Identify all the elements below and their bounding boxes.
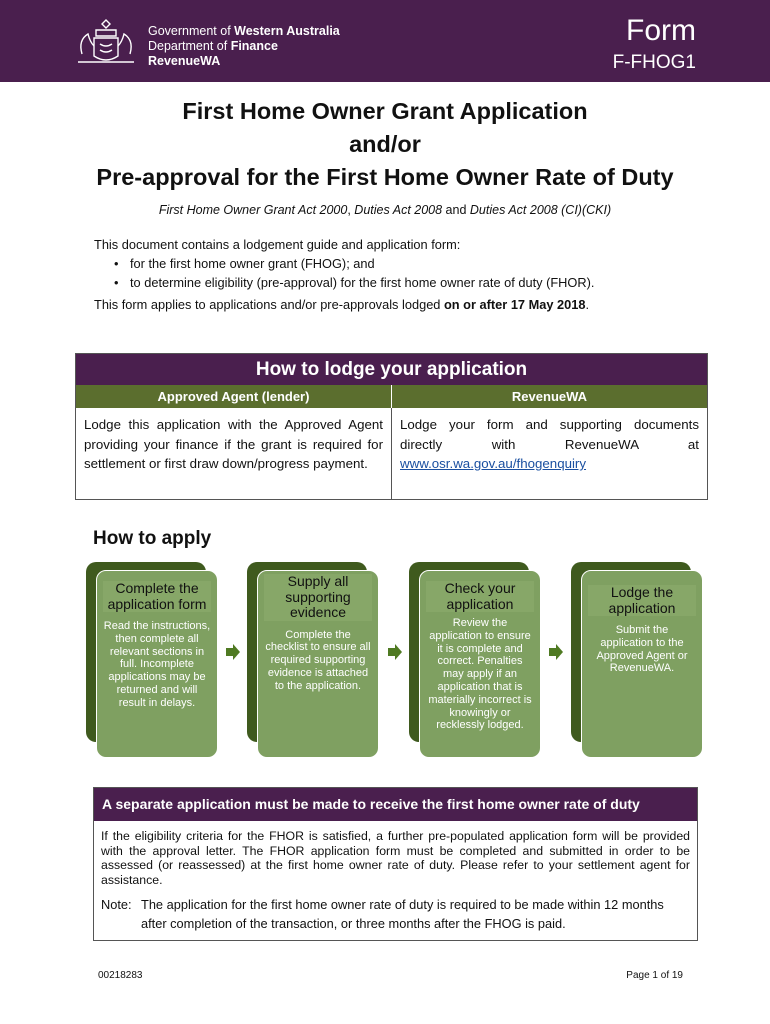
separate-application-heading: A separate application must be made to receive the first home owner rate of duty xyxy=(94,788,697,821)
step-card-supply-evidence xyxy=(247,562,381,758)
approved-agent-instructions: Lodge this application with the Approved Agent providing your finance if the grant is required for settlement or first draw down/progress payment. xyxy=(76,408,392,499)
separate-application-box xyxy=(93,787,698,941)
applies-statement: This form applies to applications and/or pre-approvals lodged on or after 17 May 2018. xyxy=(94,297,590,312)
lodge-table xyxy=(75,353,708,500)
government-wordmark: Government of Western Australia Department of Finance RevenueWA xyxy=(148,24,340,68)
column-header-revenuewa: RevenueWA xyxy=(511,389,588,404)
document-id: 00218283 xyxy=(98,970,143,981)
legislation-line: First Home Owner Grant Act 2000, Duties Act 2008 and Duties Act 2008 (CI)(CKI) xyxy=(158,203,612,217)
form-code: F-FHOG1 xyxy=(612,52,696,73)
how-to-apply-heading: How to apply xyxy=(93,528,212,549)
document-title-line-2: and/or xyxy=(349,131,421,157)
western-australia-crest-icon xyxy=(72,14,140,70)
step-description: Read the instructions, then complete all relevant sections in full. Incomplete applications may be returned and will result in delays. xyxy=(103,620,211,709)
revenuewa-instructions: Lodge your form and supporting documents directly with RevenueWA at www.osr.wa.gov.au/fhogenquiry xyxy=(400,417,699,471)
lodge-table-row xyxy=(76,408,707,499)
lodge-table-heading: How to lodge your application xyxy=(76,354,707,385)
form-label: Form xyxy=(626,14,696,47)
document-title-line-1: First Home Owner Grant Application xyxy=(182,98,588,124)
page-header xyxy=(0,0,770,82)
separate-application-paragraph: If the eligibility criteria for the FHOR is satisfied, a further pre-populated application form will be provided with the approval letter. The FHOR application form must be completed and submitted in order to be assessed (or reassessed) at the first home owner rate of duty. Please refer to your settlement agent for assistance. xyxy=(101,829,690,887)
arrow-right-icon xyxy=(226,644,240,660)
separate-application-note xyxy=(94,887,697,933)
step-title: Complete the application form xyxy=(103,581,211,612)
lodge-table-column-headers xyxy=(76,385,707,408)
step-card-complete-form xyxy=(86,562,220,758)
step-description: Complete the checklist to ensure all required supporting evidence is attached to the application. xyxy=(265,628,371,692)
list-item: • for the first home owner grant (FHOG); and xyxy=(116,254,594,273)
intro-bullet-list xyxy=(116,254,594,292)
step-description: Submit the application to the Approved Agent or RevenueWA. xyxy=(596,624,688,675)
list-item: • to determine eligibility (pre-approval) for the first home owner rate of duty (FHOR). xyxy=(116,273,594,292)
step-card-check-application xyxy=(409,562,543,758)
arrow-right-icon xyxy=(388,644,402,660)
note-text: The application for the first home owner rate of duty is required to be made within 12 months after completion of the transaction, or three months after the FHOG is paid. xyxy=(141,897,664,931)
step-description: Review the application to ensure it is complete and correct. Penalties may apply if an application that is materially incorrect is knowingly or recklessly lodged. xyxy=(428,617,532,732)
step-title: Lodge the application xyxy=(588,585,696,616)
step-title: Supply all supporting evidence xyxy=(264,574,372,621)
arrow-right-icon xyxy=(549,644,563,660)
note-label: Note: xyxy=(101,897,132,912)
column-header-approved-agent: Approved Agent (lender) xyxy=(76,385,392,408)
page-number: Page 1 of 19 xyxy=(626,970,683,981)
intro-section xyxy=(94,235,594,292)
document-title-line-3: Pre-approval for the First Home Owner Rate of Duty xyxy=(96,164,674,190)
step-card-lodge-application xyxy=(571,562,705,758)
intro-lead: This document contains a lodgement guide and application form: xyxy=(94,237,461,252)
step-title: Check your application xyxy=(426,581,534,612)
fhog-enquiry-link[interactable]: www.osr.wa.gov.au/fhogenquiry xyxy=(400,456,587,471)
